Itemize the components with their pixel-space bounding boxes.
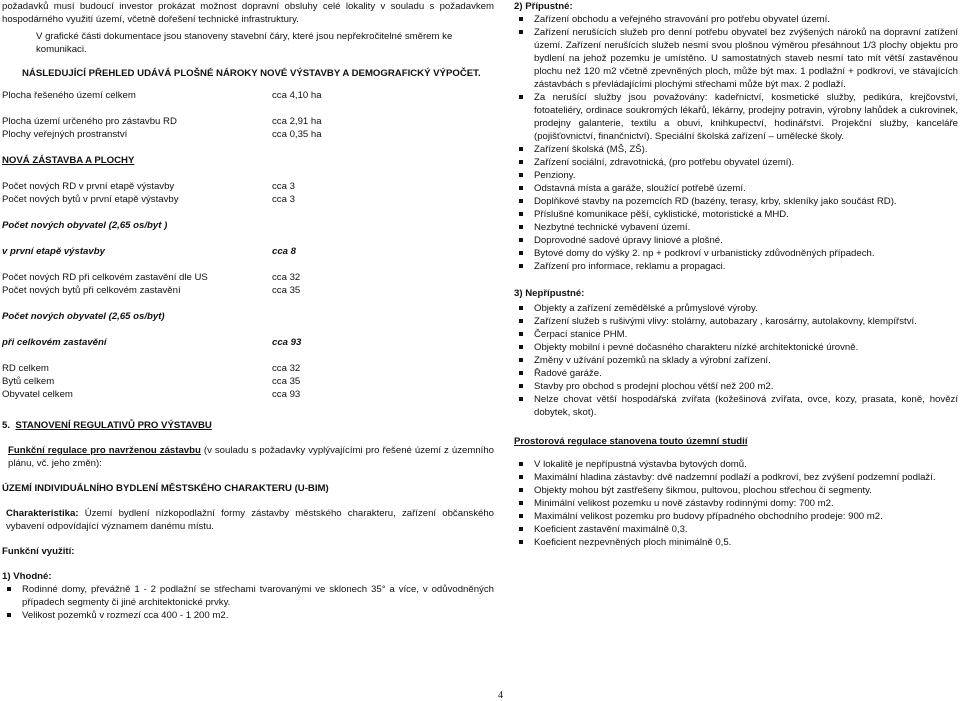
phase-label: Počet nových bytů v první etapě výstavby (2, 194, 179, 205)
total-row (2, 271, 494, 284)
list-item: V lokalitě je nepřípustná výstavba bytových domů. (514, 458, 958, 471)
list-item: Příslušné komunikace pěší, cyklistické, motoristické a MHD. (514, 208, 958, 221)
list-item: Zařízení obchodu a veřejného stravování pro potřebu obyvatel území. (514, 13, 958, 26)
list-item: Maximální hladina zástavby: dvě nadzemní podlaží a podkroví, bez zvýšení podzemní podlaží. (514, 471, 958, 484)
area-row (2, 115, 494, 128)
functional-regulation (2, 444, 494, 470)
spatial-regulation-heading: Prostorová regulace stanovena touto územní studií (514, 436, 748, 447)
list-item: Řadové garáže. (514, 367, 958, 380)
area-value: cca 0,35 ha (272, 129, 322, 140)
total-label: Počet nových bytů při celkovém zastavění (2, 285, 181, 296)
list-item: Zařízení nerušících služeb pro denní potřebu obyvatel bez zvýšených nároků na dopravní zatížení území. Zařízení nerušících služeb nesmí svou plošnou výměrou přesáhnout 1/3 plochy objektu pro bydlení na jehož pozemku je umístěno. U samostatných staveb nesmí tato mít větší zastavěnou plochu než 120 m2 včetně zpevněných ploch, může být max. 1 podlažní + podkroví, ve stávajících zástavbách s převládajícími plochými střechami může být max. 2 podlaží. (514, 26, 958, 91)
phase-row (2, 180, 494, 193)
list-item: Rodinné domy, převážně 1 - 2 podlažní se střechami tvarovanými ve sklonech 35° a více, v odůvodněných případech segmenty či jiné architektonické prvky. (2, 583, 494, 609)
total-row (2, 284, 494, 297)
summary-value: cca 35 (272, 376, 301, 387)
total-value: cca 35 (272, 285, 301, 296)
section-number: 5. (2, 420, 11, 431)
functional-regulation-title: Funkční regulace pro navrženou zástavbu (8, 445, 201, 456)
list-item: Nezbytné technické vybavení území. (514, 221, 958, 234)
list-item: Zařízení sociální, zdravotnická, (pro potřebu obyvatel území). (514, 156, 958, 169)
phase-row (2, 193, 494, 206)
primary-use-heading: 1) Vhodné: (2, 571, 52, 582)
allowed-list (514, 13, 958, 273)
building-lines-note: V grafické části dokumentace jsou stanoveny stavební čáry, které jsou nepřekročitelné směrem ke komunikaci. (36, 31, 453, 55)
summary-label: Bytů celkem (2, 376, 55, 387)
total-value: cca 32 (272, 272, 301, 283)
phase-value: cca 3 (272, 194, 295, 205)
section-heading (2, 419, 494, 432)
area-row (2, 89, 494, 102)
intro-paragraph: požadavků musí budoucí investor prokázat možnost dopravní obsluhy celé lokality v souladu s požadavkem hospodárného využití území, včetně dořešení technické infrastruktury. (2, 1, 494, 25)
summary-label: Obyvatel celkem (2, 389, 73, 400)
list-item: Penziony. (514, 169, 958, 182)
list-item: Zařízení služeb s rušivými vlivy: stolárny, autobazary , karosárny, autolakovny, klempířství. (514, 315, 958, 328)
list-item: Objekty a zařízení zemědělské a průmyslové výroby. (514, 302, 958, 315)
list-item: Minimální velikost pozemku u nově zástavby rodinnými domy: 700 m2. (514, 497, 958, 510)
list-item: Nelze chovat větší hospodářská zvířata (kožešinová zvířata, ovce, kozy, prasata, koně, hovězí dobytek, skot). (514, 393, 958, 419)
summary-value: cca 32 (272, 363, 301, 374)
page-number: 4 (498, 690, 503, 701)
list-item: Objekty mohou být zastřešeny šikmou, pultovou, plochou střechou či segmenty. (514, 484, 958, 497)
area-label: Plocha území určeného pro zástavbu RD (2, 116, 177, 127)
summary-value: cca 93 (272, 389, 301, 400)
characteristics-paragraph (2, 507, 494, 533)
list-item: Doprovodné sadové úpravy liniové a plošné. (514, 234, 958, 247)
right-column (514, 0, 958, 549)
phase1-value: cca 8 (272, 246, 297, 257)
left-column (2, 0, 494, 622)
list-item: Odstavná místa a garáže, sloužící potřebě území. (514, 182, 958, 195)
list-item: Za nerušící služby jsou považovány: kadeřnictví, kosmetické služby, pedikúra, krejčovství, fotoateliéry, ordinace soukromých lékařů, lékárny, prodejny potravin, výrobny lahůdek a cukrovinek, prodejny galanterie, textilu a obuvi, knihkupectví, hodinářství. Projekční služby, kanceláře (pojišťovnictví, finančnictví). Speciální školská zařízení – umělecké školy. (514, 91, 958, 143)
phase1-label: v první etapě výstavby (2, 246, 105, 257)
total-population-row (2, 336, 494, 349)
list-item: Zařízení pro informace, reklamu a propagaci. (514, 260, 958, 273)
new-development-heading: NOVÁ ZÁSTAVBA A PLOCHY (2, 155, 135, 166)
primary-use-list (2, 583, 494, 622)
spatial-regulation-list (514, 458, 958, 549)
allowed-heading: 2) Přípustné: (514, 1, 573, 12)
area-table (2, 89, 494, 141)
summary-row (2, 388, 494, 401)
total-pop-label: při celkovém zastavění (2, 337, 107, 348)
overview-heading: NÁSLEDUJÍCÍ PŘEHLED UDÁVÁ PLOŠNÉ NÁROKY NOVÉ VÝSTAVBY A DEMOGRAFICKÝ VÝPOČET. (22, 68, 481, 79)
section-title: STANOVENÍ REGULATIVŮ PRO VÝSTAVBU (15, 420, 212, 431)
list-item: Bytové domy do výšky 2. np + podkroví v urbanisticky zdůvodněných případech. (514, 247, 958, 260)
area-label: Plochy veřejných prostranství (2, 129, 128, 140)
forbidden-list (514, 302, 958, 419)
list-item: Doplňkové stavby na pozemcích RD (bazény, terasy, krby, skleníky jako součást RD). (514, 195, 958, 208)
population-heading-1: Počet nových obyvatel (2,65 os/byt ) (2, 220, 168, 231)
ubim-heading: ÚZEMÍ INDIVIDUÁLNÍHO BYDLENÍ MĚSTSKÉHO CHARAKTERU (U-BIM) (2, 483, 329, 494)
area-label: Plocha řešeného území celkem (2, 90, 136, 101)
list-item: Zařízení školská (MŠ, ZŠ). (514, 143, 958, 156)
characteristics-text: Území bydlení nízkopodlažní formy zástavby městského charakteru, zařízení občanského vybavení odpovídající významem danému místu. (6, 508, 494, 532)
phase-value: cca 3 (272, 181, 295, 192)
functional-use-heading: Funkční využití: (2, 546, 75, 557)
list-item: Koeficient zastavění maximálně 0,3. (514, 523, 958, 536)
summary-label: RD celkem (2, 363, 49, 374)
summary-row (2, 375, 494, 388)
list-item: Stavby pro obchod s prodejní plochou větší než 200 m2. (514, 380, 958, 393)
forbidden-heading: 3) Nepřípustné: (514, 288, 585, 299)
phase-label: Počet nových RD v první etapě výstavby (2, 181, 175, 192)
total-pop-value: cca 93 (272, 337, 302, 348)
area-value: cca 2,91 ha (272, 116, 322, 127)
list-item: Maximální velikost pozemku pro budovy případného obchodního prodeje: 900 m2. (514, 510, 958, 523)
list-item: Změny v užívání pozemků na sklady a výrobní zařízení. (514, 354, 958, 367)
list-item: Velikost pozemků v rozmezí cca 400 - 1 200 m2. (2, 609, 494, 622)
population-heading-2: Počet nových obyvatel (2,65 os/byt) (2, 311, 165, 322)
list-item: Čerpací stanice PHM. (514, 328, 958, 341)
summary-row (2, 362, 494, 375)
list-item: Objekty mobilní i pevné dočasného charakteru nízké architektonické úrovně. (514, 341, 958, 354)
area-row (2, 128, 494, 141)
phase1-population-row (2, 245, 494, 258)
area-value: cca 4,10 ha (272, 90, 322, 101)
list-item: Koeficient nezpevněných ploch minimálně 0,5. (514, 536, 958, 549)
functional-regulation-text: (v souladu s požadavky vyplývajícími pro řešené území z územního plánu, vč. jeho změn): (8, 445, 495, 469)
characteristics-label: Charakteristika: (6, 508, 79, 519)
total-label: Počet nových RD při celkovém zastavění dle US (2, 272, 208, 283)
